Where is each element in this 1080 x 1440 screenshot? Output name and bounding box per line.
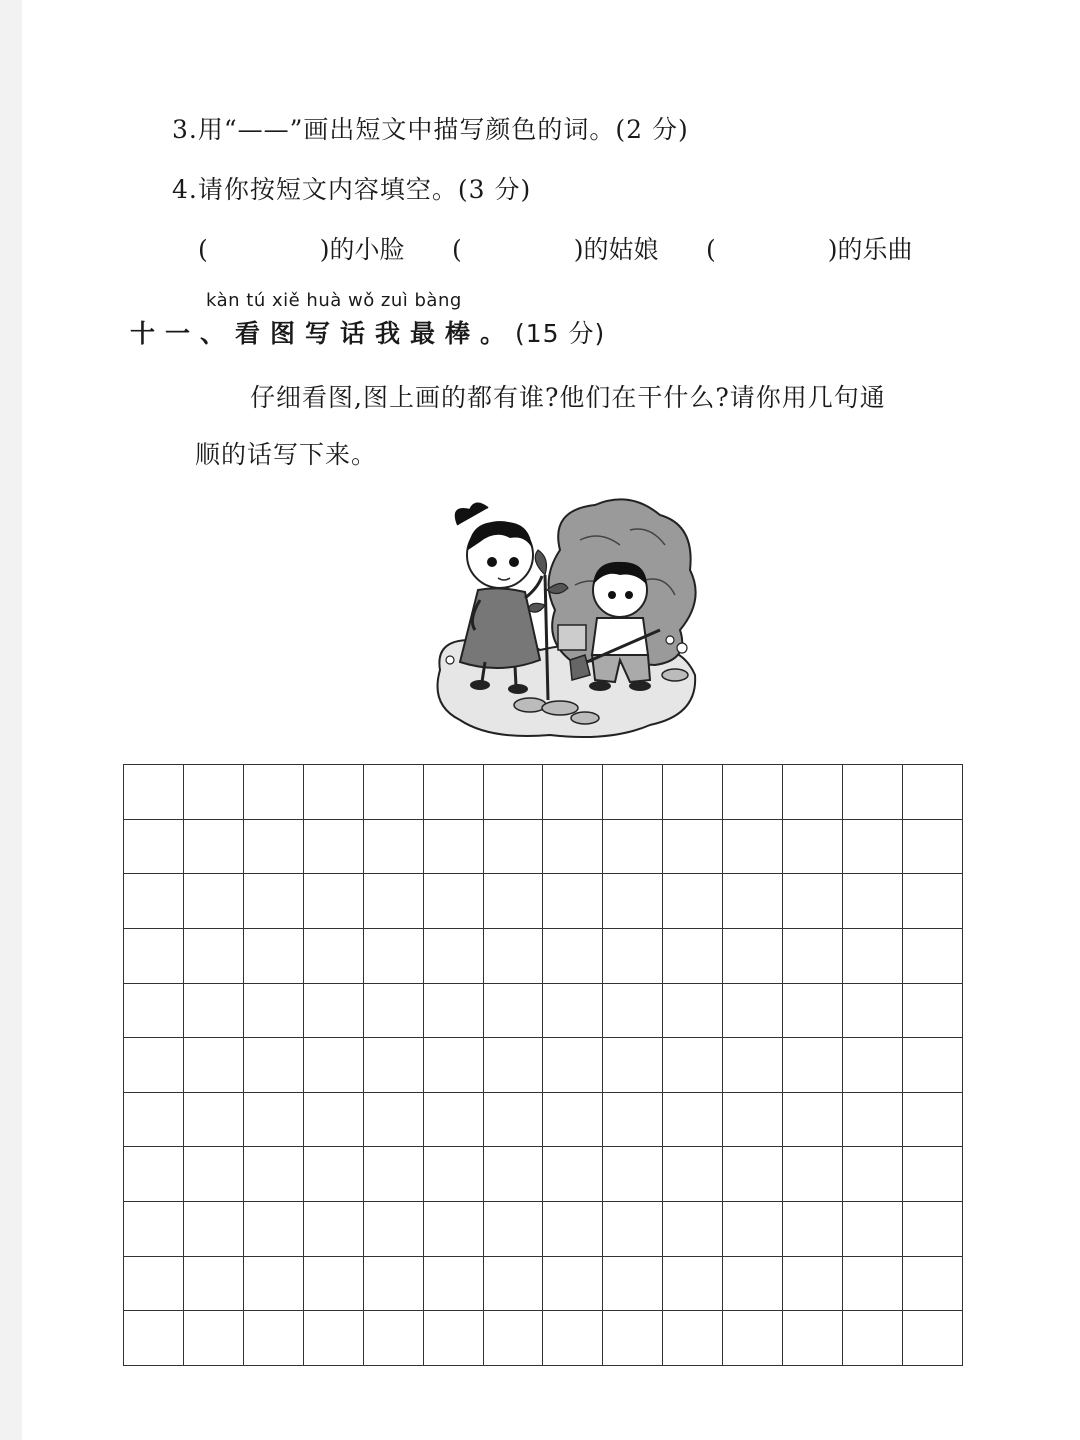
grid-cell[interactable]	[603, 820, 663, 875]
grid-cell[interactable]	[124, 929, 184, 984]
grid-cell[interactable]	[244, 1093, 304, 1148]
grid-cell[interactable]	[364, 1093, 424, 1148]
grid-cell[interactable]	[903, 874, 963, 929]
grid-cell[interactable]	[364, 820, 424, 875]
grid-cell[interactable]	[783, 929, 843, 984]
grid-cell[interactable]	[364, 1147, 424, 1202]
grid-cell[interactable]	[484, 1202, 544, 1257]
grid-cell[interactable]	[603, 984, 663, 1039]
question-4: 4.请你按短文内容填空。(3 分)	[172, 175, 532, 204]
grid-cell[interactable]	[364, 1202, 424, 1257]
grid-cell[interactable]	[783, 1038, 843, 1093]
grid-cell[interactable]	[723, 1257, 783, 1312]
grid-cell[interactable]	[244, 874, 304, 929]
grid-cell[interactable]	[484, 1257, 544, 1312]
grid-cell[interactable]	[723, 765, 783, 820]
grid-cell[interactable]	[124, 1147, 184, 1202]
grid-cell[interactable]	[903, 1093, 963, 1148]
grid-cell[interactable]	[304, 1038, 364, 1093]
grid-cell[interactable]	[723, 1202, 783, 1257]
grid-cell[interactable]	[723, 929, 783, 984]
grid-cell[interactable]	[124, 1038, 184, 1093]
grid-cell[interactable]	[184, 1147, 244, 1202]
grid-cell[interactable]	[124, 1093, 184, 1148]
grid-cell[interactable]	[364, 765, 424, 820]
grid-cell[interactable]	[244, 765, 304, 820]
grid-cell[interactable]	[304, 929, 364, 984]
grid-cell[interactable]	[783, 984, 843, 1039]
grid-cell[interactable]	[124, 984, 184, 1039]
grid-cell[interactable]	[543, 1257, 603, 1312]
grid-cell[interactable]	[543, 874, 603, 929]
grid-cell[interactable]	[244, 1147, 304, 1202]
grid-cell[interactable]	[244, 929, 304, 984]
grid-cell[interactable]	[663, 984, 723, 1039]
grid-cell[interactable]	[304, 984, 364, 1039]
grid-cell[interactable]	[364, 1038, 424, 1093]
grid-cell[interactable]	[843, 1147, 903, 1202]
grid-cell[interactable]	[723, 1311, 783, 1366]
grid-cell[interactable]	[603, 929, 663, 984]
grid-cell[interactable]	[244, 1038, 304, 1093]
grid-cell[interactable]	[843, 1257, 903, 1312]
grid-cell[interactable]	[424, 765, 484, 820]
grid-cell[interactable]	[543, 1038, 603, 1093]
grid-cell[interactable]	[364, 1257, 424, 1312]
grid-cell[interactable]	[304, 820, 364, 875]
grid-cell[interactable]	[843, 1311, 903, 1366]
grid-cell[interactable]	[184, 929, 244, 984]
grid-cell[interactable]	[903, 1257, 963, 1312]
grid-cell[interactable]	[124, 820, 184, 875]
grid-cell[interactable]	[543, 1147, 603, 1202]
grid-cell[interactable]	[783, 1257, 843, 1312]
grid-cell[interactable]	[424, 820, 484, 875]
grid-cell[interactable]	[304, 765, 364, 820]
grid-cell[interactable]	[244, 820, 304, 875]
grid-cell[interactable]	[124, 1202, 184, 1257]
grid-cell[interactable]	[903, 1147, 963, 1202]
grid-cell[interactable]	[304, 1202, 364, 1257]
grid-cell[interactable]	[603, 1257, 663, 1312]
grid-cell[interactable]	[543, 1311, 603, 1366]
blank-suffix: )的姑娘	[573, 235, 659, 264]
grid-cell[interactable]	[723, 1093, 783, 1148]
grid-cell[interactable]	[663, 874, 723, 929]
grid-cell[interactable]	[484, 1311, 544, 1366]
grid-cell[interactable]	[424, 1257, 484, 1312]
grid-cell[interactable]	[484, 874, 544, 929]
grid-cell[interactable]	[184, 1038, 244, 1093]
grid-cell[interactable]	[903, 984, 963, 1039]
grid-cell[interactable]	[663, 765, 723, 820]
grid-cell[interactable]	[424, 1311, 484, 1366]
grid-cell[interactable]	[184, 1202, 244, 1257]
grid-cell[interactable]	[124, 1257, 184, 1312]
grid-cell[interactable]	[603, 1147, 663, 1202]
grid-cell[interactable]	[783, 820, 843, 875]
grid-cell[interactable]	[424, 1147, 484, 1202]
grid-cell[interactable]	[663, 820, 723, 875]
blank-item-girl	[452, 230, 659, 266]
grid-cell[interactable]	[184, 1093, 244, 1148]
grid-cell[interactable]	[543, 820, 603, 875]
grid-cell[interactable]	[124, 765, 184, 820]
grid-cell[interactable]	[244, 984, 304, 1039]
grid-cell[interactable]	[543, 984, 603, 1039]
grid-cell[interactable]	[184, 765, 244, 820]
blank-open-paren: (	[706, 235, 716, 264]
grid-cell[interactable]	[603, 1038, 663, 1093]
grid-cell[interactable]	[663, 1038, 723, 1093]
grid-cell[interactable]	[364, 1311, 424, 1366]
grid-cell[interactable]	[903, 1202, 963, 1257]
grid-cell[interactable]	[364, 984, 424, 1039]
grid-cell[interactable]	[783, 874, 843, 929]
grid-cell[interactable]	[543, 1202, 603, 1257]
grid-cell[interactable]	[903, 929, 963, 984]
grid-cell[interactable]	[364, 929, 424, 984]
grid-cell[interactable]	[424, 984, 484, 1039]
blank-open-paren: (	[198, 235, 208, 264]
grid-cell[interactable]	[484, 929, 544, 984]
children-planting-tree-illustration	[430, 490, 700, 745]
grid-cell[interactable]	[723, 984, 783, 1039]
grid-cell[interactable]	[424, 929, 484, 984]
grid-cell[interactable]	[484, 820, 544, 875]
grid-cell[interactable]	[603, 1311, 663, 1366]
blank-open-paren: (	[452, 235, 462, 264]
grid-cell[interactable]	[484, 1147, 544, 1202]
grid-cell[interactable]	[184, 1257, 244, 1312]
grid-cell[interactable]	[783, 1311, 843, 1366]
blank-suffix: )的小脸	[319, 235, 405, 264]
grid-cell[interactable]	[843, 929, 903, 984]
grid-cell[interactable]	[843, 1038, 903, 1093]
grid-cell[interactable]	[543, 765, 603, 820]
grid-cell[interactable]	[484, 1038, 544, 1093]
grid-cell[interactable]	[244, 1202, 304, 1257]
grid-cell[interactable]	[663, 1257, 723, 1312]
grid-cell[interactable]	[663, 1147, 723, 1202]
grid-cell[interactable]	[484, 1093, 544, 1148]
grid-cell[interactable]	[124, 1311, 184, 1366]
grid-cell[interactable]	[843, 820, 903, 875]
grid-cell[interactable]	[244, 1257, 304, 1312]
grid-cell[interactable]	[484, 765, 544, 820]
blank-item-music	[706, 230, 913, 266]
section-score: (15 分)	[515, 319, 606, 348]
grid-cell[interactable]	[184, 874, 244, 929]
grid-cell[interactable]	[663, 929, 723, 984]
grid-cell[interactable]	[304, 1147, 364, 1202]
grid-cell[interactable]	[484, 984, 544, 1039]
grid-cell[interactable]	[304, 1093, 364, 1148]
grid-cell[interactable]	[603, 1202, 663, 1257]
grid-cell[interactable]	[663, 1202, 723, 1257]
grid-cell[interactable]	[304, 1257, 364, 1312]
grid-cell[interactable]	[184, 984, 244, 1039]
grid-cell[interactable]	[783, 765, 843, 820]
instruction-line-2: 顺的话写下来。	[195, 440, 378, 469]
blank-suffix: )的乐曲	[827, 235, 913, 264]
grid-cell[interactable]	[843, 984, 903, 1039]
grid-cell[interactable]	[424, 1038, 484, 1093]
grid-cell[interactable]	[903, 765, 963, 820]
grid-cell[interactable]	[903, 1311, 963, 1366]
grid-cell[interactable]	[903, 1038, 963, 1093]
grid-cell[interactable]	[723, 1147, 783, 1202]
grid-cell[interactable]	[603, 1093, 663, 1148]
grid-cell[interactable]	[304, 874, 364, 929]
grid-cell[interactable]	[663, 1311, 723, 1366]
grid-cell[interactable]	[723, 820, 783, 875]
writing-grid[interactable]	[123, 764, 963, 1366]
grid-cell[interactable]	[424, 874, 484, 929]
grid-cell[interactable]	[723, 874, 783, 929]
section-title	[130, 314, 605, 350]
grid-cell[interactable]	[184, 820, 244, 875]
grid-cell[interactable]	[424, 1093, 484, 1148]
section-title-text: 十一、看图写话我最棒。	[130, 319, 516, 348]
grid-cell[interactable]	[184, 1311, 244, 1366]
blank-item-face	[198, 230, 405, 266]
grid-cell[interactable]	[783, 1093, 843, 1148]
question-3: 3.用“——”画出短文中描写颜色的词。(2 分)	[172, 115, 689, 144]
fill-in-blanks	[0, 230, 1080, 270]
grid-cell[interactable]	[663, 1093, 723, 1148]
grid-cell[interactable]	[244, 1311, 304, 1366]
grid-cell[interactable]	[603, 765, 663, 820]
grid-cell[interactable]	[543, 929, 603, 984]
instruction-line-1: 仔细看图,图上画的都有谁?他们在干什么?请你用几句通	[250, 383, 886, 412]
grid-cell[interactable]	[364, 874, 424, 929]
grid-cell[interactable]	[783, 1202, 843, 1257]
grid-cell[interactable]	[124, 874, 184, 929]
grid-cell[interactable]	[424, 1202, 484, 1257]
grid-cell[interactable]	[903, 820, 963, 875]
grid-cell[interactable]	[723, 1038, 783, 1093]
grid-cell[interactable]	[843, 765, 903, 820]
grid-cell[interactable]	[843, 1202, 903, 1257]
grid-cell[interactable]	[304, 1311, 364, 1366]
section-pinyin: kàn tú xiě huà wǒ zuì bàng	[206, 290, 462, 311]
grid-cell[interactable]	[783, 1147, 843, 1202]
grid-cell[interactable]	[843, 1093, 903, 1148]
grid-cell[interactable]	[843, 874, 903, 929]
grid-cell[interactable]	[603, 874, 663, 929]
grid-cell[interactable]	[543, 1093, 603, 1148]
